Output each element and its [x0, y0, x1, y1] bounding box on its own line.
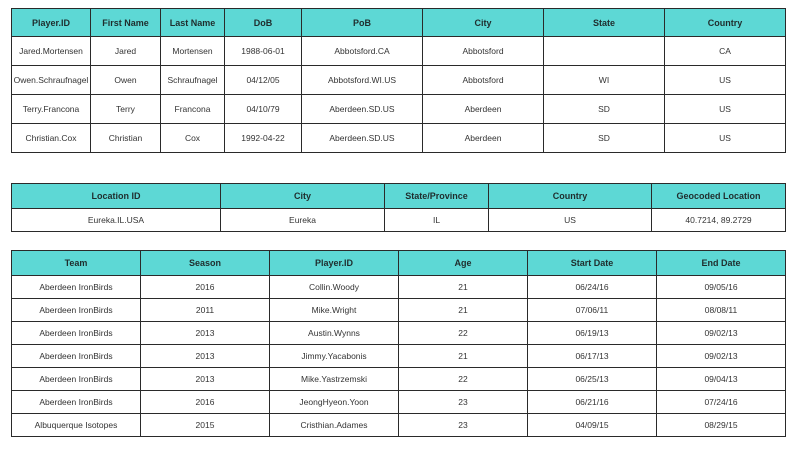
table-row [12, 368, 786, 391]
table-cell: Jimmy.Yacabonis [270, 345, 399, 368]
table-cell: Terry [91, 95, 161, 124]
table-cell: 09/04/13 [657, 368, 786, 391]
header-cell: First Name [91, 9, 161, 37]
table-cell: 2011 [141, 299, 270, 322]
header-cell: DoB [225, 9, 302, 37]
table-cell: Jared [91, 37, 161, 66]
table-cell: 08/29/15 [657, 414, 786, 437]
table-cell: 2015 [141, 414, 270, 437]
table-cell: Aberdeen.SD.US [302, 124, 423, 153]
table-cell: Collin.Woody [270, 276, 399, 299]
header-cell: PoB [302, 9, 423, 37]
header-cell: Player.ID [12, 9, 91, 37]
table-cell: 06/25/13 [528, 368, 657, 391]
header-cell: End Date [657, 251, 786, 276]
header-cell: Country [489, 184, 652, 209]
table-cell: Owen [91, 66, 161, 95]
table-cell: 40.7214, 89.2729 [652, 209, 786, 232]
table-cell: Terry.Francona [12, 95, 91, 124]
table-cell: Eureka [221, 209, 385, 232]
table-row [12, 66, 786, 95]
table-cell: Eureka.IL.USA [12, 209, 221, 232]
table-cell: Aberdeen IronBirds [12, 322, 141, 345]
table-cell: US [489, 209, 652, 232]
table-cell: Mortensen [161, 37, 225, 66]
table-cell: 2016 [141, 391, 270, 414]
table-cell: 21 [399, 276, 528, 299]
header-cell: Player.ID [270, 251, 399, 276]
table-cell: 04/12/05 [225, 66, 302, 95]
table-cell: 21 [399, 345, 528, 368]
header-cell: Age [399, 251, 528, 276]
table-cell: Christian.Cox [12, 124, 91, 153]
table-cell: Cristhian.Adames [270, 414, 399, 437]
table-cell: Christian [91, 124, 161, 153]
table-cell: US [665, 95, 786, 124]
table-cell: 22 [399, 322, 528, 345]
table-cell: Abbotsford [423, 66, 544, 95]
table-row [12, 391, 786, 414]
table-cell: US [665, 124, 786, 153]
table-cell: Aberdeen IronBirds [12, 345, 141, 368]
table-cell: 07/24/16 [657, 391, 786, 414]
table-cell: 06/19/13 [528, 322, 657, 345]
table-cell: JeongHyeon.Yoon [270, 391, 399, 414]
rosters-header-row [12, 251, 786, 276]
table-cell: 23 [399, 414, 528, 437]
table-row [12, 299, 786, 322]
table-row [12, 322, 786, 345]
table-cell: Aberdeen IronBirds [12, 299, 141, 322]
table-cell [544, 37, 665, 66]
table-cell: 09/02/13 [657, 345, 786, 368]
table-cell: Cox [161, 124, 225, 153]
table-cell: 07/06/11 [528, 299, 657, 322]
table-cell: Aberdeen.SD.US [302, 95, 423, 124]
table-cell: 1988-06-01 [225, 37, 302, 66]
players-table [11, 8, 786, 153]
header-cell: Team [12, 251, 141, 276]
header-cell: Location ID [12, 184, 221, 209]
table-cell: 22 [399, 368, 528, 391]
table-row [12, 345, 786, 368]
header-cell: Season [141, 251, 270, 276]
table-cell: Abbotsford.CA [302, 37, 423, 66]
table-cell: 2013 [141, 322, 270, 345]
table-cell: Aberdeen [423, 124, 544, 153]
header-cell: Start Date [528, 251, 657, 276]
table-cell: 23 [399, 391, 528, 414]
table-cell: US [665, 66, 786, 95]
rosters-table [11, 250, 786, 437]
table-cell: Aberdeen IronBirds [12, 276, 141, 299]
table-cell: 1992-04-22 [225, 124, 302, 153]
table-cell: Jared.Mortensen [12, 37, 91, 66]
table-cell: Aberdeen IronBirds [12, 391, 141, 414]
header-cell: State [544, 9, 665, 37]
table-cell: 09/02/13 [657, 322, 786, 345]
header-cell: Last Name [161, 9, 225, 37]
table-cell: Austin.Wynns [270, 322, 399, 345]
table-cell: 2016 [141, 276, 270, 299]
table-cell: Mike.Yastrzemski [270, 368, 399, 391]
table-cell: Albuquerque Isotopes [12, 414, 141, 437]
header-cell: City [423, 9, 544, 37]
table-cell: Owen.Schraufnagel [12, 66, 91, 95]
table-cell: Aberdeen IronBirds [12, 368, 141, 391]
table-cell: CA [665, 37, 786, 66]
table-cell: SD [544, 124, 665, 153]
table-cell: Aberdeen [423, 95, 544, 124]
table-cell: 2013 [141, 345, 270, 368]
table-row [12, 95, 786, 124]
table-cell: 09/05/16 [657, 276, 786, 299]
header-cell: Country [665, 9, 786, 37]
table-cell: Francona [161, 95, 225, 124]
table-row [12, 276, 786, 299]
table-cell: 06/17/13 [528, 345, 657, 368]
table-cell: Abbotsford.WI.US [302, 66, 423, 95]
table-cell: 08/08/11 [657, 299, 786, 322]
table-cell: 04/10/79 [225, 95, 302, 124]
table-cell: Schraufnagel [161, 66, 225, 95]
players-header-row [12, 9, 786, 37]
table-cell: Mike.Wright [270, 299, 399, 322]
locations-header-row [12, 184, 786, 209]
table-row [12, 414, 786, 437]
header-cell: City [221, 184, 385, 209]
table-cell: 04/09/15 [528, 414, 657, 437]
header-cell: Geocoded Location [652, 184, 786, 209]
locations-table [11, 183, 786, 232]
table-cell: 21 [399, 299, 528, 322]
table-cell: WI [544, 66, 665, 95]
header-cell: State/Province [385, 184, 489, 209]
table-row [12, 124, 786, 153]
table-row [12, 209, 786, 232]
table-cell: 06/21/16 [528, 391, 657, 414]
table-cell: Abbotsford [423, 37, 544, 66]
table-cell: 06/24/16 [528, 276, 657, 299]
table-cell: IL [385, 209, 489, 232]
table-cell: SD [544, 95, 665, 124]
table-cell: 2013 [141, 368, 270, 391]
table-row [12, 37, 786, 66]
